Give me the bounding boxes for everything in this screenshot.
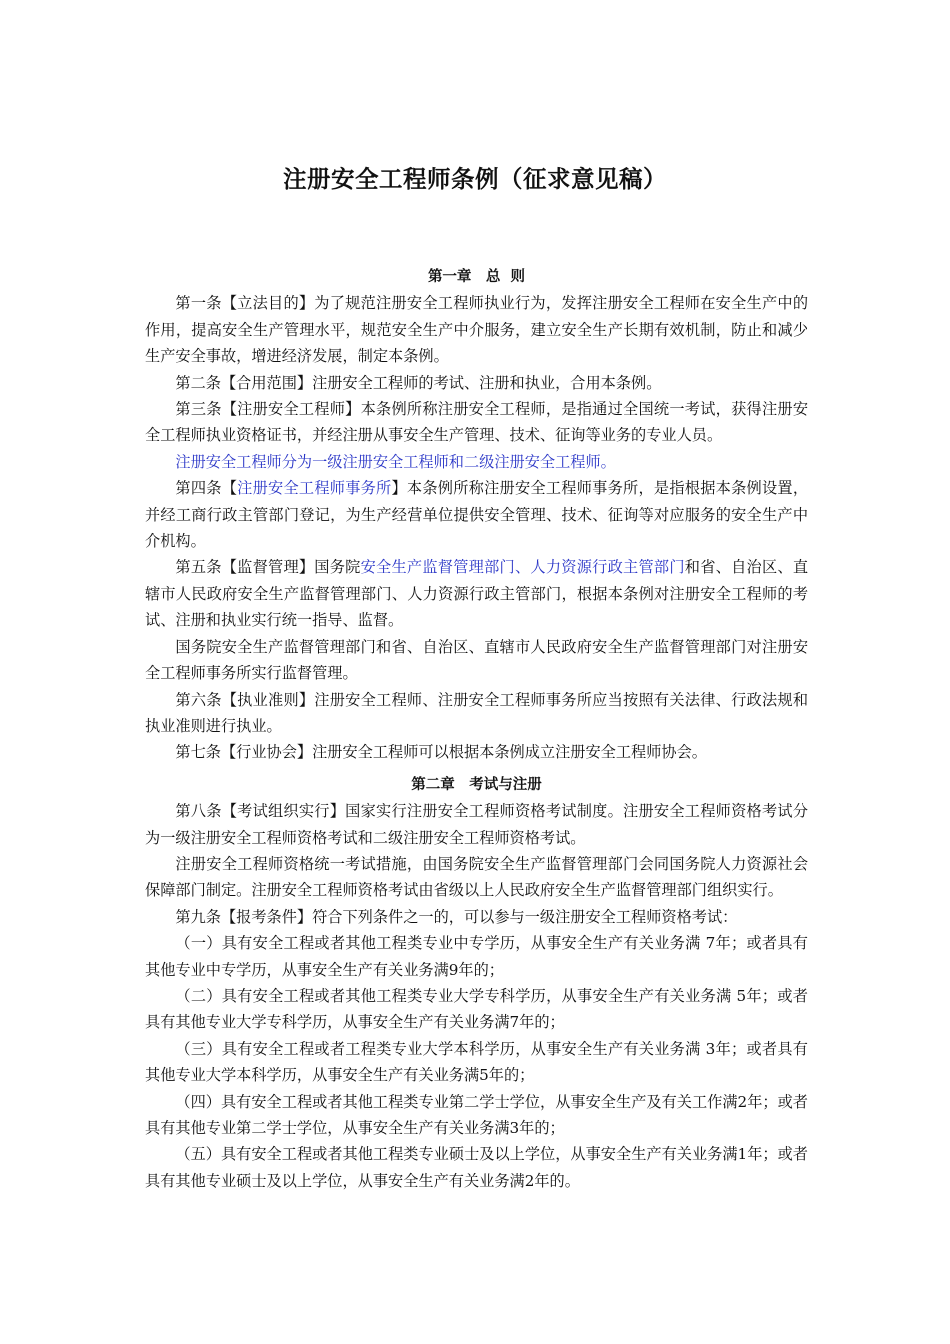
article-4-text: 】本条例所称注册安全工程师事务所，是指根据本条例设置，并经工商行政主管部门登记，为生产经营单位提供安全管理、技术、征询等对应服务的安全生产中介机构。	[145, 479, 809, 551]
chapter-1-heading: 第一章 总 则	[427, 269, 526, 285]
article-2: 第二条【合用范围】注册安全工程师的考试、注册和执业，合用本条例。	[175, 373, 662, 392]
article-5-prefix: 第五条【监督管理】国务院	[175, 558, 361, 577]
article-4-highlight: 注册安全工程师事务所	[237, 479, 392, 498]
article-7: 第七条【行业协会】注册安全工程师可以根据本条例成立注册安全工程师协会。	[175, 743, 707, 762]
chapter-2-heading: 第二章 考试与注册	[411, 776, 542, 793]
article-9-item-2: （二）具有安全工程或者其他工程类专业大学专科学历，从事安全生产有关业务满 5年；或者具有其他专业大学专科学历，从事安全生产有关业务满7年的；	[145, 986, 808, 1032]
article-8: 第八条【考试组织实行】国家实行注册安全工程师资格考试制度。注册安全工程师资格考试分为一级注册安全工程师资格考试和二级注册安全工程师资格考试。	[145, 802, 808, 847]
article-6: 第六条【执业准则】注册安全工程师、注册安全工程师事务所应当按照有关法律、行政法规和执业准则进行执业。	[145, 690, 808, 735]
article-4	[145, 475, 808, 554]
article-9-item-3: （三）具有安全工程或者工程类专业大学本科学历，从事安全生产有关业务满 3年；或者具有其他专业大学本科学历，从事安全生产有关业务满5年的；	[145, 1039, 808, 1085]
article-4-prefix: 第四条【	[175, 479, 238, 498]
article-9: 第九条【报考条件】符合下列条件之一的，可以参与一级注册安全工程师资格考试：	[175, 907, 738, 926]
document-title: 注册安全工程师条例（征求意见稿）	[283, 165, 667, 193]
article-9-item-5: （五）具有安全工程或者其他工程类专业硕士及以上学位，从事安全生产有关业务满1年；或者具有其他专业硕士及以上学位，从事安全生产有关业务满2年的。	[145, 1145, 808, 1190]
article-5-text: 和省、自治区、直辖市人民政府安全生产监督管理部门、人力资源行政主管部门，根据本条例对注册安全工程师的考试、注册和执业实行统一指导、监督。	[145, 558, 809, 630]
article-5-paragraph-2: 国务院安全生产监督管理部门和省、自治区、直辖市人民政府安全生产监督管理部门对注册安全工程师事务所实行监督管理。	[145, 637, 808, 683]
article-5	[145, 554, 808, 633]
document-body	[145, 264, 808, 1194]
article-1: 第一条【立法目的】为了规范注册安全工程师执业行为，发挥注册安全工程师在安全生产中的作用，提高安全生产管理水平，规范安全生产中介服务，建立安全生产长期有效机制，防止和减少生产安全事故，增进经济发展，制定本条例。	[145, 294, 808, 366]
article-9-item-4: （四）具有安全工程或者其他工程类专业第二学士学位，从事安全生产及有关工作满2年；或者具有其他专业第二学士学位，从事安全生产有关业务满3年的；	[145, 1092, 808, 1137]
article-5-highlight: 安全生产监督管理部门、人力资源行政主管部门	[360, 558, 685, 577]
article-3: 第三条【注册安全工程师】本条例所称注册安全工程师，是指通过全国统一考试，获得注册安全工程师执业资格证书，并经注册从事安全生产管理、技术、征询等业务的专业人员。	[145, 400, 808, 445]
article-9-item-1: （一）具有安全工程或者其他工程类专业中专学历，从事安全生产有关业务满 7年；或者具有其他专业中专学历，从事安全生产有关业务满9年的；	[145, 934, 808, 979]
article-3-note: 注册安全工程师分为一级注册安全工程师和二级注册安全工程师。	[175, 452, 616, 471]
article-8-paragraph-2: 注册安全工程师资格统一考试措施，由国务院安全生产监督管理部门会同国务院人力资源社会保障部门制定。注册安全工程师资格考试由省级以上人民政府安全生产监督管理部门组织实行。	[145, 854, 808, 900]
